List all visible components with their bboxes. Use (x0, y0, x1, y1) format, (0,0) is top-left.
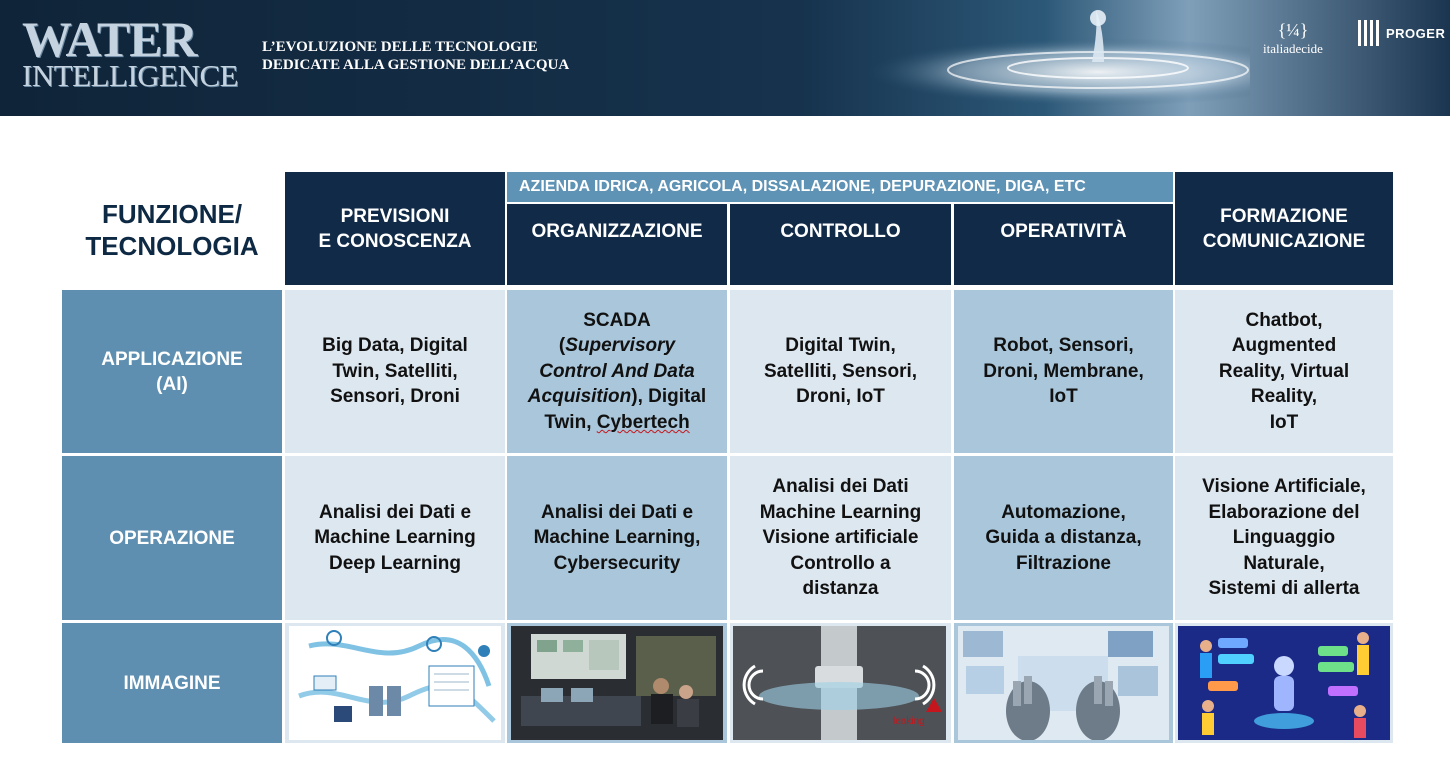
cell-line: Satelliti, Sensori, (763, 360, 918, 382)
cell-applicazione-previsioni (285, 290, 505, 453)
cell-operazione-controllo (730, 456, 951, 620)
cell-line: Reality, (1250, 386, 1318, 408)
header-line: PREVISIONI (340, 205, 450, 227)
row-label-line: APPLICAZIONE (101, 348, 243, 370)
cell-line: Twin, Satelliti, (332, 360, 458, 382)
banner-subtitle (262, 38, 569, 74)
cell-operazione-operativita (954, 456, 1173, 620)
cell-line: Guida a distanza, (985, 527, 1142, 549)
header-banner (0, 0, 1450, 116)
logo-line-1: WATER (22, 11, 197, 67)
cell-line: Machine Learning, (533, 527, 701, 549)
leaking-pipe-image (733, 626, 946, 740)
cell-line: Visione Artificiale, (1202, 476, 1366, 498)
cell-line (528, 410, 706, 436)
image-cell-operativita (954, 623, 1173, 743)
cell-line: Augmented (1231, 335, 1337, 357)
data-flow-diagram-image (289, 626, 501, 740)
row-label-line: (AI) (156, 373, 188, 395)
cell-operazione-previsioni (285, 456, 505, 620)
cell-line: distanza (802, 578, 879, 600)
cell-line: Naturale, (1243, 552, 1325, 574)
column-header-previsioni (285, 172, 505, 285)
row-label-applicazione (62, 290, 282, 453)
header-line: FORMAZIONE (1220, 205, 1348, 227)
cell-line: Reality, Virtual (1218, 360, 1350, 382)
water-drop-illustration (830, 0, 1250, 116)
cell-line: IoT (1049, 386, 1078, 408)
cell-line: Visione artificiale (762, 527, 919, 549)
header-line: COMUNICAZIONE (1202, 230, 1366, 252)
cell-operazione-organizzazione (507, 456, 727, 620)
water-intelligence-logo (22, 11, 239, 93)
pipe-sign-text: leaking (893, 716, 925, 727)
cell-applicazione-operativita (954, 290, 1173, 453)
cell-line: Automazione, (1001, 501, 1126, 523)
column-header-controllo: CONTROLLO (730, 204, 951, 285)
cell-line: Filtrazione (1015, 552, 1111, 574)
italiadecide-name: italiadecide (1263, 41, 1323, 56)
italiadecide-mark: {¼} (1277, 20, 1309, 40)
cell-line (528, 384, 706, 410)
cell-line: Droni, Membrane, (983, 360, 1144, 382)
cell-operazione-formazione (1175, 456, 1393, 620)
italic-text: Supervisory (565, 335, 676, 357)
proger-name: PROGER (1386, 25, 1446, 41)
cell-line: Controllo a (790, 552, 891, 574)
image-cell-previsioni (285, 623, 505, 743)
subtitle-line-2: DEDICATE ALLA GESTIONE DELL’ACQUA (262, 57, 570, 73)
italic-text: Acquisition (527, 386, 632, 408)
cell-line: Analisi dei Dati (772, 476, 909, 498)
cell-line: Deep Learning (329, 552, 461, 574)
image-cell-controllo (730, 623, 951, 743)
cell-applicazione-organizzazione (507, 290, 727, 453)
cell-line: Chatbot, (1245, 309, 1323, 331)
control-room-image (511, 626, 723, 740)
corner-line-2: TECNOLOGIA (85, 231, 259, 261)
image-cell-organizzazione (507, 623, 727, 743)
cell-line: IoT (1269, 411, 1299, 433)
header-line: E CONOSCENZA (318, 230, 472, 252)
sector-band: AZIENDA IDRICA, AGRICOLA, DISSALAZIONE, DEPURAZIONE, DIGA, ETC (507, 172, 1173, 202)
cell-line: Big Data, Digital (322, 335, 468, 357)
robot-hands-image (958, 626, 1169, 740)
proger-bars-icon (1358, 20, 1380, 46)
cell-line: SCADA (583, 309, 651, 331)
column-header-formazione (1175, 172, 1393, 285)
row-label-operazione: OPERAZIONE (62, 456, 282, 620)
text-fragment: ( (558, 335, 566, 357)
cell-line: Robot, Sensori, (993, 335, 1134, 357)
cell-line: Sistemi di allerta (1208, 578, 1360, 600)
column-header-operativita: OPERATIVITÀ (954, 204, 1173, 285)
cell-line: Machine Learning (314, 527, 476, 549)
cell-line: Elaborazione del (1208, 501, 1360, 523)
cell-line: Sensori, Droni (330, 386, 460, 408)
italic-text: Control And Data (539, 360, 695, 382)
text-fragment: ), Digital (631, 386, 707, 408)
virtual-assistant-image (1178, 626, 1390, 740)
cell-line: Cybersecurity (553, 552, 681, 574)
text-fragment: Twin, (544, 411, 597, 433)
corner-heading (62, 172, 282, 288)
subtitle-line-1: L’EVOLUZIONE DELLE TECNOLOGIE (262, 39, 538, 55)
italiadecide-logo (1263, 20, 1323, 57)
column-header-organizzazione: ORGANIZZAZIONE (507, 204, 727, 285)
cell-applicazione-formazione (1175, 290, 1393, 453)
logo-line-2: INTELLIGENCE (22, 58, 239, 93)
row-label-immagine: IMMAGINE (62, 623, 282, 743)
cell-line: Machine Learning (759, 501, 922, 523)
cell-line: Digital Twin, (785, 335, 896, 357)
cell-line (528, 333, 706, 359)
cell-applicazione-controllo (730, 290, 951, 453)
cell-line: Analisi dei Dati e (318, 501, 472, 523)
cell-line: Droni, IoT (796, 386, 885, 408)
cell-line: Linguaggio (1232, 527, 1336, 549)
image-cell-formazione (1175, 623, 1393, 743)
cell-line: Analisi dei Dati e (540, 501, 694, 523)
corner-line-1: FUNZIONE/ (101, 199, 243, 229)
proger-logo (1358, 20, 1445, 46)
spellcheck-underlined-word: Cybertech (596, 411, 690, 433)
